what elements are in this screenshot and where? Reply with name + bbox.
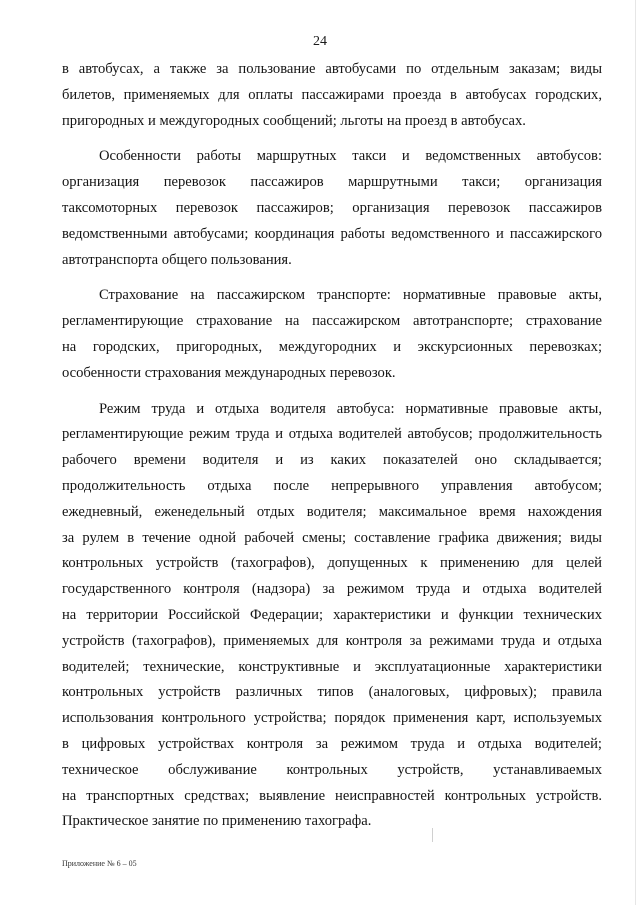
text-line: контрольных устройств различных типов (аналоговых, цифровых); правила	[62, 684, 602, 701]
text-line: билетов, применяемых для оплаты пассажирами проезда в автобусах городских,	[62, 86, 602, 103]
body-text	[62, 57, 602, 835]
text-line: на транспортных средствах; выявление неисправностей контрольных устройств.	[62, 787, 602, 804]
paragraph	[62, 144, 602, 273]
text-line: регламентирующие режим труда и отдыха водителей автобусов; продолжительность	[62, 426, 602, 443]
text-line: Страхование на пассажирском транспорте: нормативные правовые акты,	[99, 287, 602, 304]
text-line: техническое обслуживание контрольных устройств, устанавливаемых	[62, 761, 602, 778]
text-line: ежедневный, еженедельный отдых водителя; максимальное время нахождения	[62, 503, 602, 520]
text-line: Особенности работы маршрутных такси и ведомственных автобусов:	[99, 148, 602, 165]
text-line: на городских, пригородных, междугородних и экскурсионных перевозках;	[62, 338, 602, 355]
text-line: ведомственными автобусами; координация работы ведомственного и пассажирского	[62, 225, 602, 242]
paragraph	[62, 397, 602, 836]
text-line: особенности страхования международных перевозок.	[62, 364, 396, 381]
text-line: Режим труда и отдыха водителя автобуса: нормативные правовые акты,	[99, 400, 602, 417]
text-line: пригородных и междугородных сообщений; льготы на проезд в автобусах.	[62, 112, 526, 129]
text-line: регламентирующие страхование на пассажирском автотранспорте; страхование	[62, 313, 602, 330]
text-line: таксомоторных перевозок пассажиров; организация перевозок пассажиров	[62, 199, 602, 216]
text-line: в цифровых устройствах контроля за режимом труда и отдыха водителей;	[62, 735, 602, 752]
paragraph	[62, 57, 602, 134]
text-line: использования контрольного устройства; порядок применения карт, используемых	[62, 710, 602, 727]
text-line: продолжительность отдыха после непрерывного управления автобусом;	[62, 477, 602, 494]
text-line: водителей; технические, конструктивные и эксплуатационные характеристики	[62, 658, 602, 675]
scan-artifact-line	[432, 828, 433, 842]
text-line: государственного контроля (надзора) за режимом труда и отдыха водителей	[62, 581, 602, 598]
text-line: автотранспорта общего пользования.	[62, 251, 292, 268]
text-line: организация перевозок пассажиров маршрутными такси; организация	[62, 174, 602, 191]
scan-edge-line	[635, 0, 636, 905]
paragraph	[62, 283, 602, 386]
text-line: устройств (тахографов), применяемых для контроля за режимами труда и отдыха	[62, 632, 602, 649]
text-line: на территории Российской Федерации; характеристики и функции технических	[62, 606, 602, 623]
text-line: за рулем в течение одной рабочей смены; составление графика движения; виды	[62, 529, 602, 546]
text-line: рабочего времени водителя и из каких показателей оно складывается;	[62, 452, 602, 469]
page-number: 24	[313, 34, 327, 49]
text-line: в автобусах, а также за пользование автобусами по отдельным заказам; виды	[62, 61, 602, 77]
text-line: Практическое занятие по применению тахографа.	[62, 813, 372, 830]
text-line: контрольных устройств (тахографов), допущенных к применению для целей	[62, 555, 602, 572]
footer-note: Приложение № 6 – 05	[62, 859, 137, 868]
